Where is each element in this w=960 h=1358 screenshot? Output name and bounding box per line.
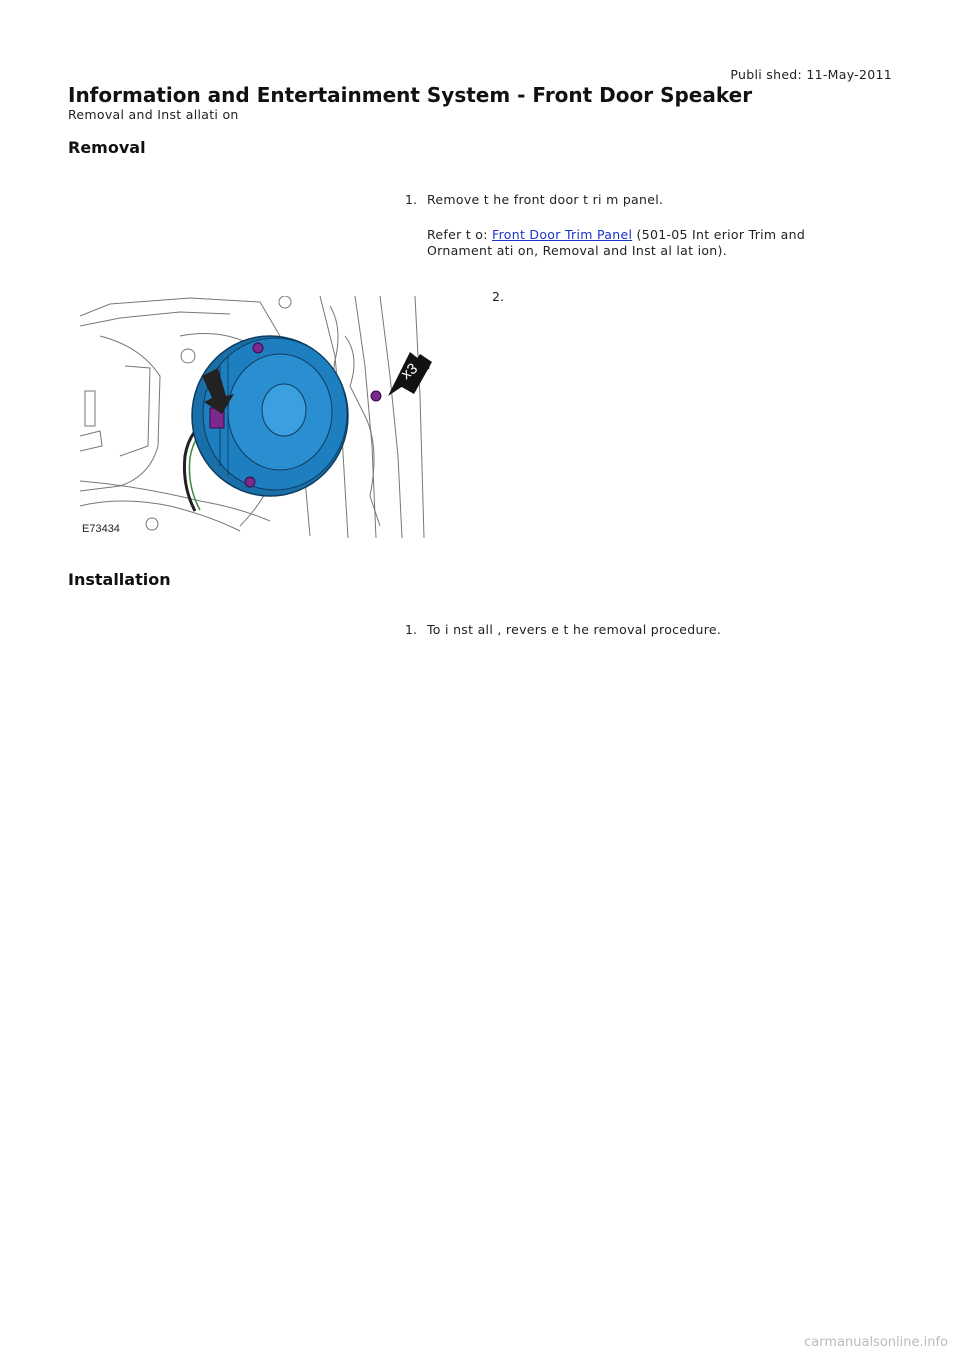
refer-prefix: Refer t o: bbox=[427, 227, 493, 242]
removal-step1-reference bbox=[427, 227, 805, 259]
removal-step2-number: 2. bbox=[492, 289, 504, 304]
mount-hole bbox=[146, 518, 158, 530]
installation-step1-number: 1. bbox=[405, 622, 417, 637]
installation-heading: Installation bbox=[68, 570, 171, 589]
speaker-screw bbox=[253, 343, 263, 353]
refer-suffix: (501-05 Int erior Trim and bbox=[632, 227, 806, 242]
front-door-trim-panel-link[interactable]: Front Door Trim Panel bbox=[492, 227, 633, 242]
page-subtitle: Removal and Inst allati on bbox=[68, 107, 239, 122]
removal-step1-number: 1. bbox=[405, 192, 417, 207]
speaker-illustration-svg bbox=[80, 296, 438, 538]
published-date: Publi shed: 11-May-2011 bbox=[730, 67, 892, 82]
removal-heading: Removal bbox=[68, 138, 146, 157]
quantity-badge: x3 bbox=[397, 360, 421, 384]
refer-line2: Ornament ati on, Removal and Inst al lat ion). bbox=[427, 243, 727, 258]
speaker-illustration bbox=[80, 296, 438, 538]
mount-hole bbox=[181, 349, 195, 363]
speaker-screw bbox=[371, 391, 381, 401]
figure-code: E73434 bbox=[82, 523, 120, 535]
installation-step1-text: To i nst all , revers e t he removal procedure. bbox=[427, 622, 722, 637]
watermark: carmanualsonline.info bbox=[804, 1335, 948, 1350]
mount-hole bbox=[279, 296, 291, 308]
page-title: Information and Entertainment System - Front Door Speaker bbox=[68, 83, 753, 107]
speaker-screw bbox=[245, 477, 255, 487]
removal-step1-text: Remove t he front door t ri m panel. bbox=[427, 192, 664, 207]
